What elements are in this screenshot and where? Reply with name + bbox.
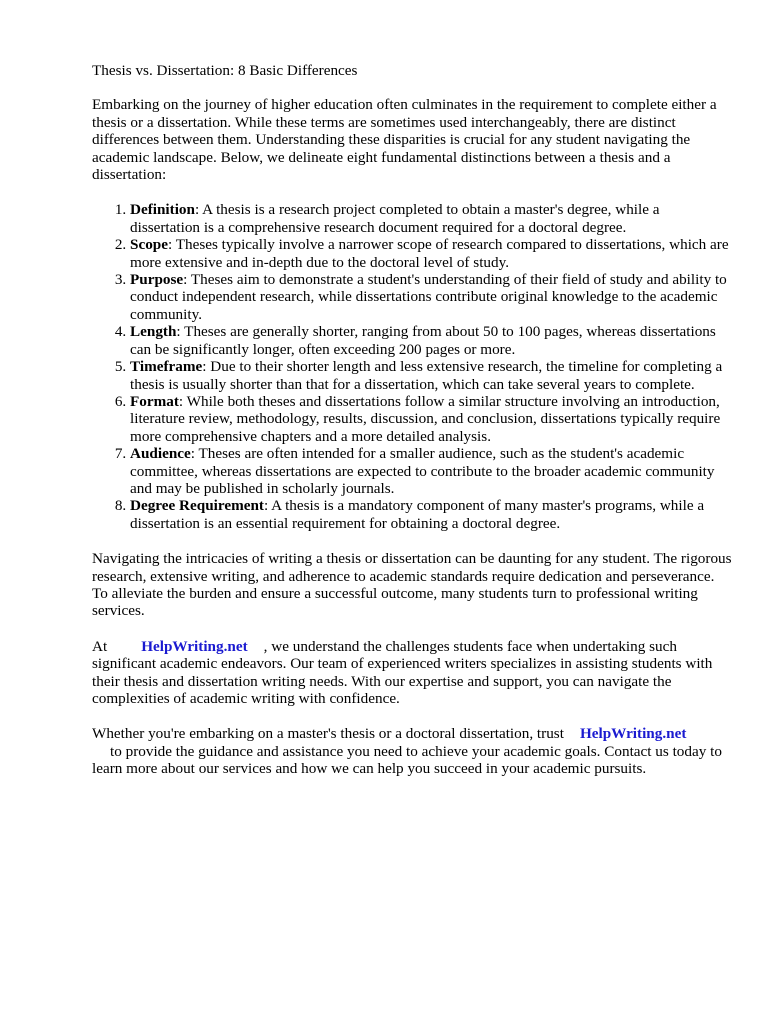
closing-prefix: Whether you're embarking on a master's thesis or a doctoral dissertation, trust xyxy=(92,725,564,743)
closing-suffix: to provide the guidance and assistance you need to achieve your academic goals. Contact us today to learn more about our services and how we can help you succeed in your academic pursuits. xyxy=(92,742,722,778)
at-paragraph xyxy=(92,638,732,708)
term-format: Format xyxy=(130,392,179,410)
list-item-text: : A thesis is a mandatory component of many master's programs, while a dissertation is an essential requirement for obtaining a doctoral degree. xyxy=(130,497,705,532)
list-item xyxy=(130,271,732,323)
at-prefix: At xyxy=(92,637,108,655)
list-item xyxy=(130,497,732,532)
list-item-text: : A thesis is a research project completed to obtain a master's degree, while a dissertation is a comprehensive research document required for a doctoral degree. xyxy=(130,201,660,236)
term-scope: Scope xyxy=(130,236,168,254)
list-item xyxy=(130,236,732,271)
list-item xyxy=(130,201,732,236)
list-item-text: : Theses are often intended for a smaller audience, such as the student's academic committee, whereas dissertations are expected to contribute to the broader academic community and may be published in scholarly journals. xyxy=(130,445,715,497)
at-suffix: , we understand the challenges students face when undertaking such significant academic endeavors. Our team of experienced writers specializes in assisting students with their thesis and dissertation writing needs. With our expertise and support, you can navigate the complexities of academic writing with confidence. xyxy=(92,637,713,707)
helpwriting-link-closing[interactable]: HelpWriting.net xyxy=(579,725,687,743)
list-item-text: : Theses typically involve a narrower scope of research compared to dissertations, which are more extensive and in-depth due to the doctoral level of study. xyxy=(130,236,729,271)
term-timeframe: Timeframe xyxy=(130,358,203,376)
list-item xyxy=(130,323,732,358)
intro-paragraph: Embarking on the journey of higher education often culminates in the requirement to complete either a thesis or a dissertation. While these terms are sometimes used interchangeably, there are distinct differences between them. Understanding these disparities is crucial for any student navigating the academic landscape. Below, we delineate eight fundamental distinctions between a thesis and a dissertation: xyxy=(92,96,717,184)
list-item-text: : While both theses and dissertations follow a similar structure involving an introduction, literature review, methodology, results, discussion, and conclusion, dissertations typically require more comprehensive chapters and a more detailed analysis. xyxy=(130,392,721,445)
navigating-paragraph: Navigating the intricacies of writing a thesis or dissertation can be daunting for any student. The rigorous research, extensive writing, and adherence to academic standards require dedication and perseverance. To alleviate the burden and ensure a successful outcome, many students turn to professional writing services. xyxy=(92,550,732,620)
document-title: Thesis vs. Dissertation: 8 Basic Differences xyxy=(92,62,358,79)
list-item-text: : Theses are generally shorter, ranging from about 50 to 100 pages, whereas dissertations can be significantly longer, often exceeding 200 pages or more. xyxy=(130,323,716,358)
term-audience: Audience xyxy=(130,445,191,463)
closing-paragraph xyxy=(92,725,732,777)
list-item-text: : Theses aim to demonstrate a student's understanding of their field of study and ability to conduct independent research, while dissertations contribute original knowledge to the academic community. xyxy=(130,271,727,323)
term-definition: Definition xyxy=(130,201,195,219)
term-length: Length xyxy=(130,323,177,341)
term-purpose: Purpose xyxy=(130,271,184,289)
helpwriting-link[interactable]: HelpWriting.net xyxy=(141,637,248,655)
list-item-text: : Due to their shorter length and less extensive research, the timeline for completing a thesis is usually shorter than that for a dissertation, which can take several years to complete. xyxy=(130,358,723,393)
list-item xyxy=(130,358,732,393)
term-degree-requirement: Degree Requirement xyxy=(130,497,264,515)
list-item xyxy=(130,393,732,445)
list-item xyxy=(130,445,732,497)
differences-list xyxy=(92,201,732,532)
document-page xyxy=(92,62,732,796)
